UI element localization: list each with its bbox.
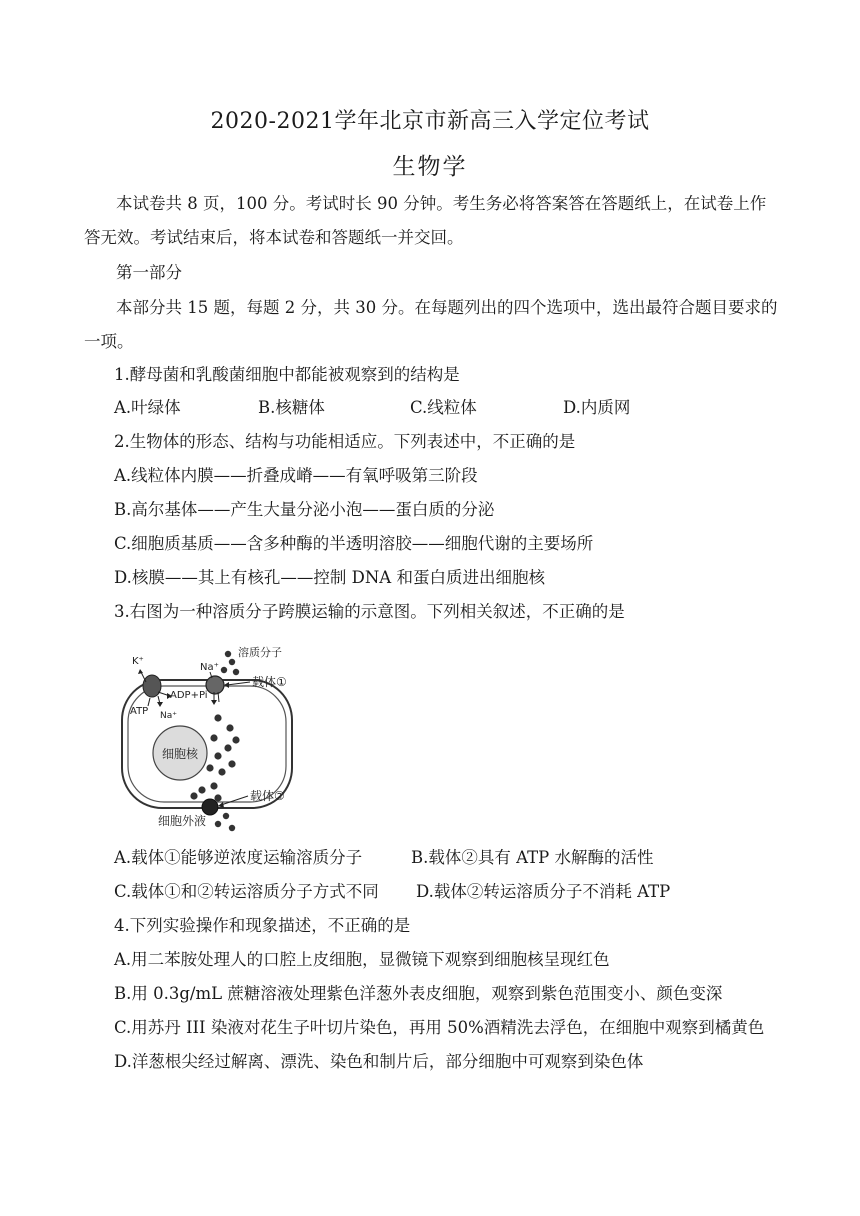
q2-option-c: C.细胞质基质——含多种酶的半透明溶胶——细胞代谢的主要场所: [114, 534, 594, 553]
q4-option-c: C.用苏丹 III 染液对花生子叶切片染色，再用 50%酒精洗去浮色，在细胞中观察到橘黄色: [114, 1018, 765, 1037]
q1-option-a: A.叶绿体: [114, 398, 181, 417]
pump-protein: [143, 675, 161, 697]
intro-line-2: 答无效。考试结束后，将本试卷和答题纸一并交回。: [84, 228, 464, 247]
na-ion-top-label: Na⁺: [200, 662, 219, 673]
part-label: 第一部分: [116, 263, 182, 282]
nucleus-label: 细胞核: [161, 747, 199, 761]
carrier-1-label: 载体①: [252, 675, 287, 689]
adp-label: ADP+Pi: [170, 690, 208, 701]
question-1-stem: 1.酵母菌和乳酸菌细胞中都能被观察到的结构是: [114, 365, 460, 384]
q3-option-a: A.载体①能够逆浓度运输溶质分子: [114, 848, 363, 867]
k-ion-label: K⁺: [132, 656, 144, 667]
na-ion-bottom-label: Na⁺: [160, 711, 177, 721]
transport-diagram: [118, 640, 318, 840]
solute-label: 溶质分子: [238, 646, 282, 659]
carrier-1-circle: [206, 676, 224, 694]
q1-option-b: B.核糖体: [258, 398, 325, 417]
q3-option-d: D.载体②转运溶质分子不消耗 ATP: [416, 882, 671, 901]
intro-line-1: 本试卷共 8 页，100 分。考试时长 90 分钟。考生务必将答案答在答题纸上，在试卷上作: [116, 194, 767, 213]
extracellular-label: 细胞外液: [158, 814, 207, 828]
q2-option-d: D.核膜——其上有核孔——控制 DNA 和蛋白质进出细胞核: [114, 568, 545, 587]
question-2-stem: 2.生物体的形态、结构与功能相适应。下列表述中，不正确的是: [114, 432, 576, 451]
q2-option-b: B.高尔基体——产生大量分泌小泡——蛋白质的分泌: [114, 500, 495, 519]
atp-label: ATP: [130, 706, 149, 717]
cell-membrane-inner: [128, 686, 286, 802]
q1-option-d: D.内质网: [563, 398, 631, 417]
carrier-2-label: 载体②: [250, 789, 285, 803]
q1-option-c: C.线粒体: [410, 398, 477, 417]
q3-option-c: C.载体①和②转运溶质分子方式不同: [114, 882, 379, 901]
question-3-stem: 3.右图为一种溶质分子跨膜运输的示意图。下列相关叙述，不正确的是: [114, 602, 625, 621]
q2-option-a: A.线粒体内膜——折叠成嵴——有氧呼吸第三阶段: [114, 466, 478, 485]
part-desc-line-2: 一项。: [84, 332, 134, 351]
subject-title: 生物学: [392, 154, 468, 180]
q4-option-d: D.洋葱根尖经过解离、漂洗、染色和制片后，部分细胞中可观察到染色体: [114, 1052, 644, 1071]
q4-option-b: B.用 0.3g/mL 蔗糖溶液处理紫色洋葱外表皮细胞，观察到紫色范围变小、颜色变深: [114, 984, 723, 1003]
question-4-stem: 4.下列实验操作和现象描述，不正确的是: [114, 916, 411, 935]
part-desc-line-1: 本部分共 15 题，每题 2 分，共 30 分。在每题列出的四个选项中，选出最符合题目要求的: [116, 298, 778, 317]
exam-title: 2020-2021学年北京市新高三入学定位考试: [210, 109, 650, 134]
q4-option-a: A.用二苯胺处理人的口腔上皮细胞，显微镜下观察到细胞核呈现红色: [114, 950, 610, 969]
carrier-2-circle: [202, 799, 218, 815]
q3-option-b: B.载体②具有 ATP 水解酶的活性: [411, 848, 654, 867]
